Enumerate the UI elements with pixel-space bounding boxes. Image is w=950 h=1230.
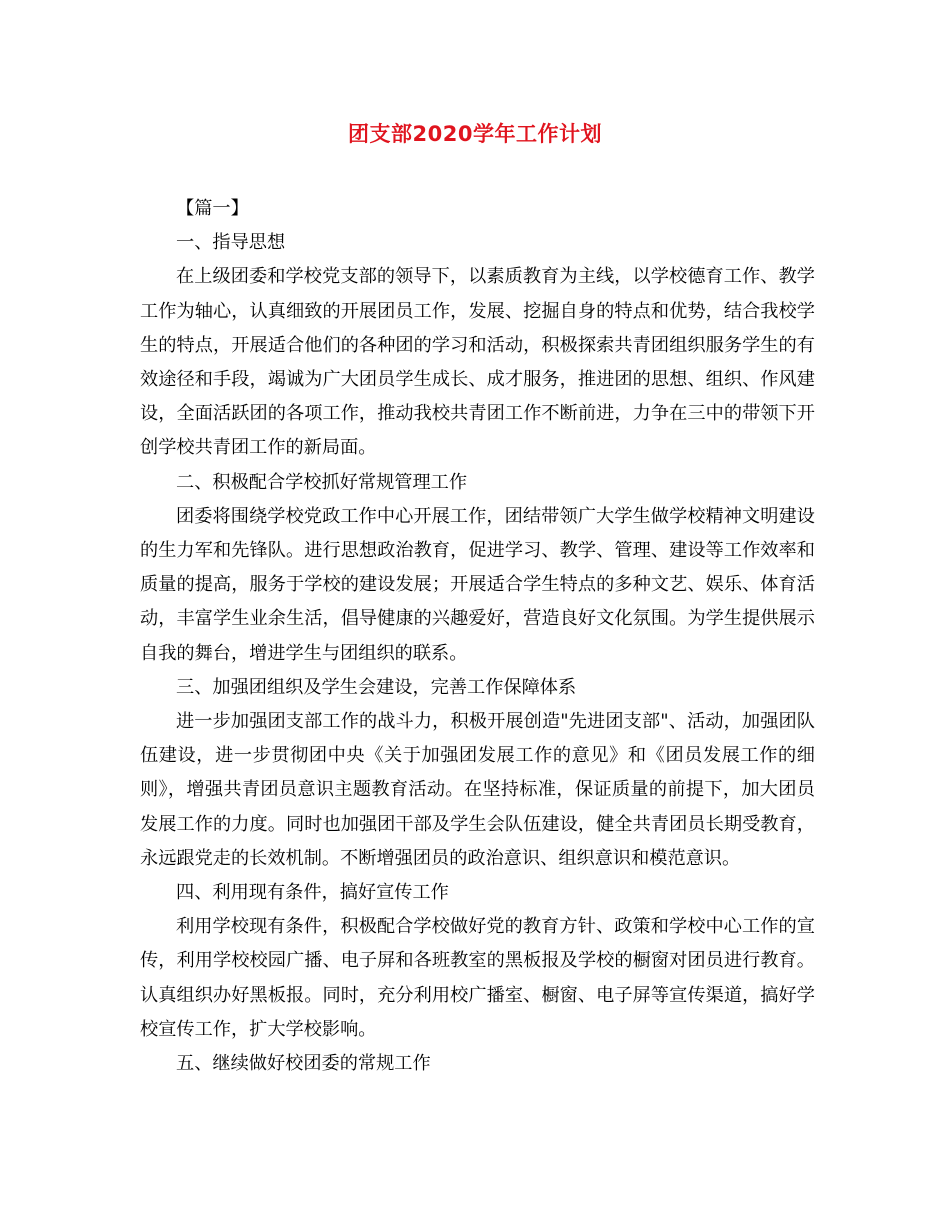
part-label: 【篇一】 (176, 198, 249, 219)
section-heading-3: 三、加强团组织及学生会建设，完善工作保障体系 (176, 676, 577, 698)
document-title: 团支部2020学年工作计划 (348, 122, 602, 146)
section-heading-5: 五、继续做好校团委的常规工作 (176, 1053, 431, 1075)
document-body (140, 192, 815, 1081)
section-heading-2: 二、积极配合学校抓好常规管理工作 (176, 471, 468, 493)
paragraph-4: 利用学校现有条件，积极配合学校做好党的教育方针、政策和学校中心工作的宣传，利用学校校园广播、电子屏和各班教室的黑板报及学校的橱窗对团员进行教育。认真组织办好黑板报。同时，充分利用校广播室、橱窗、电子屏等宣传渠道，搞好学校宣传工作，扩大学校影响。 (140, 916, 815, 1040)
paragraph-2: 团委将围绕学校党政工作中心开展工作，团结带领广大学生做学校精神文明建设的生力军和先锋队。进行思想政治教育，促进学习、教学、管理、建设等工作效率和质量的提高，服务于学校的建设发展；开展适合学生特点的多种文艺、娱乐、体育活动，丰富学生业余生活，倡导健康的兴趣爱好，营造良好文化氛围。为学生提供展示自我的舞台，增进学生与团组织的联系。 (140, 505, 815, 664)
section-heading-1: 一、指导思想 (176, 232, 286, 254)
paragraph-3: 进一步加强团支部工作的战斗力，积极开展创造"先进团支部"、活动，加强团队伍建设，进一步贯彻团中央《关于加强团发展工作的意见》和《团员发展工作的细则》，增强共青团员意识主题教育活动。在坚持标准，保证质量的前提下，加大团员发展工作的力度。同时也加强团干部及学生会队伍建设，健全共青团员长期受教育，永远跟党走的长效机制。不断增强团员的政治意识、组织意识和模范意识。 (140, 711, 815, 869)
paragraph-1: 在上级团委和学校党支部的领导下，以素质教育为主线，以学校德育工作、教学工作为轴心，认真细致的开展团员工作，发展、挖掘自身的特点和优势，结合我校学生的特点，开展适合他们的各种团的学习和活动，积极探索共青团组织服务学生的有效途径和手段，竭诚为广大团员学生成长、成才服务，推进团的思想、组织、作风建设，全面活跃团的各项工作，推动我校共青团工作不断前进，力争在三中的带领下开创学校共青团工作的新局面。 (140, 266, 815, 459)
section-heading-4: 四、利用现有条件，搞好宣传工作 (176, 882, 449, 904)
